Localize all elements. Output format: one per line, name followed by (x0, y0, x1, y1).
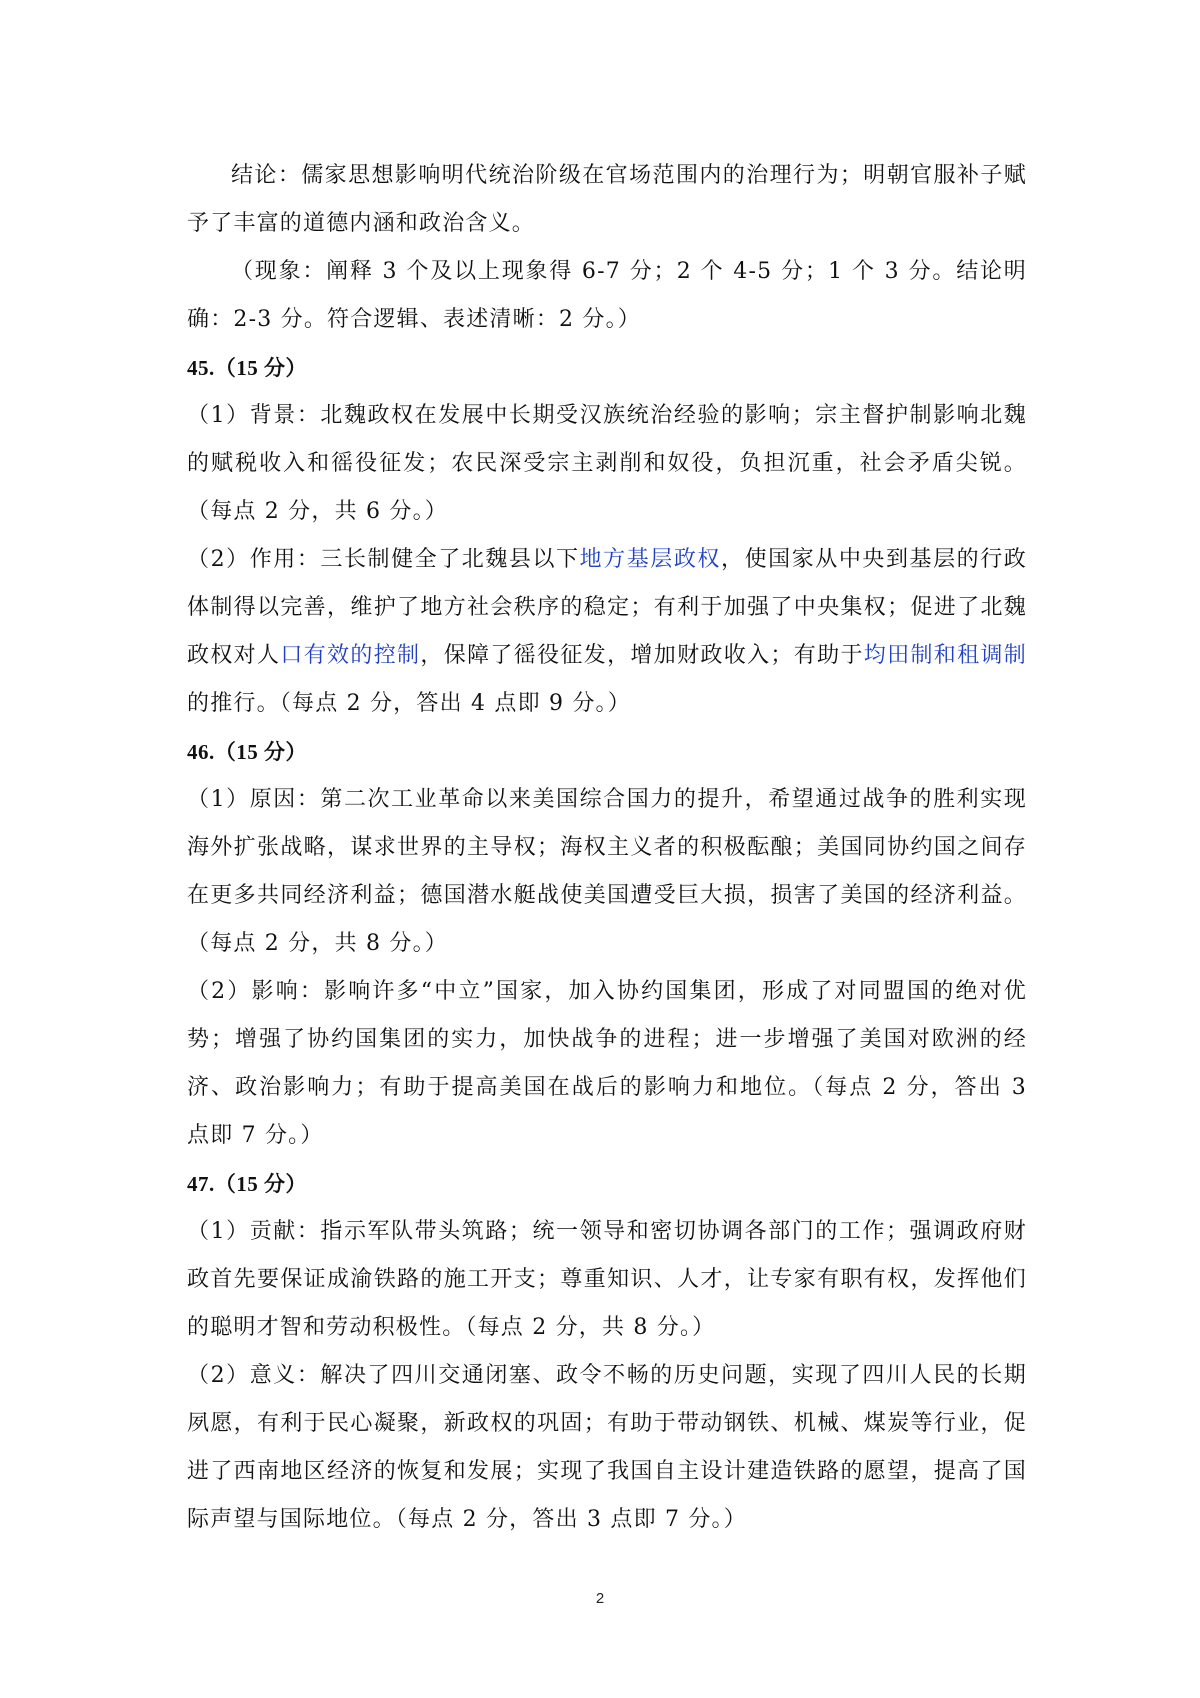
answer-paragraph (187, 392, 1027, 536)
highlighted-term: 均田制和租调制 (863, 643, 1027, 668)
answer-paragraph (187, 1208, 1027, 1352)
answer-text: ，保障了徭役征发，增加财政收入；有助于 (420, 643, 864, 668)
page-number: 2 (595, 1590, 605, 1607)
question-heading: 47.（15 分） (187, 1172, 307, 1196)
question-heading: 45.（15 分） (187, 356, 307, 380)
question-section (187, 1160, 1027, 1544)
answer-content (187, 152, 1027, 1544)
answer-text: （2）意义：解决了四川交通闭塞、政令不畅的历史问题，实现了四川人民的长期夙愿，有利于民心凝聚，新政权的巩固；有助于带动钢铁、机械、煤炭等行业，促进了西南地区经济的恢复和发展；实现了我国自主设计建造铁路的愿望，提高了国际声望与国际地位。（每点 2 分，答出 3 点即 7 分。） (187, 1363, 1027, 1532)
answer-text: （2）影响：影响许多“中立”国家，加入协约国集团，形成了对同盟国的绝对优势；增强了协约国集团的实力，加快战争的进程；进一步增强了美国对欧洲的经济、政治影响力；有助于提高美国在战后的影响力和地位。（每点 2 分，答出 3 点即 7 分。） (187, 979, 1027, 1148)
answer-text: （1）背景：北魏政权在发展中长期受汉族统治经验的影响；宗主督护制影响北魏的赋税收入和徭役征发；农民深受宗主剥削和奴役，负担沉重，社会矛盾尖锐。（每点 2 分，共 6 分。） (187, 403, 1027, 524)
answer-text: （2）作用：三长制健全了北魏县以下 (187, 547, 580, 572)
answer-text: ，使国家从中央到基层的行政体制得以完善，维护了地方社会秩序的稳定；有利于加强了中央集权；促进了北魏政权对人 (187, 547, 1027, 668)
answer-text: （1）贡献：指示军队带头筑路；统一领导和密切协调各部门的工作；强调政府财政首先要保证成渝铁路的施工开支；尊重知识、人才，让专家有职有权，发挥他们的聪明才智和劳动积极性。（每点 2 分，共 8 分。） (187, 1219, 1027, 1340)
answer-text: （1）原因：第二次工业革命以来美国综合国力的提升，希望通过战争的胜利实现海外扩张战略，谋求世界的主导权；海权主义者的积极酝酿；美国同协约国之间存在更多共同经济利益；德国潜水艇战使美国遭受巨大损，损害了美国的经济利益。（每点 2 分，共 8 分。） (187, 787, 1027, 956)
highlighted-term: 口有效的控制 (280, 643, 421, 668)
conclusion-text: 结论：儒家思想影响明代统治阶级在官场范围内的治理行为；明朝官服补子赋予了丰富的道德内涵和政治含义。 (187, 163, 1027, 236)
highlighted-term: 地方基层政权 (579, 547, 722, 572)
answer-paragraph (187, 776, 1027, 968)
question-heading: 46.（15 分） (187, 740, 307, 764)
answer-paragraph (187, 1352, 1027, 1544)
question-section (187, 728, 1027, 1160)
answer-text: 的推行。（每点 2 分，答出 4 点即 9 分。） (187, 691, 631, 716)
answer-paragraph (187, 536, 1027, 728)
question-section (187, 344, 1027, 728)
question-list (187, 344, 1027, 1544)
answer-paragraph (187, 968, 1027, 1160)
conclusion-scoring-note: （现象：阐释 3 个及以上现象得 6-7 分；2 个 4-5 分；1 个 3 分。结论明确：2-3 分。符合逻辑、表述清晰：2 分。） (187, 259, 1027, 332)
